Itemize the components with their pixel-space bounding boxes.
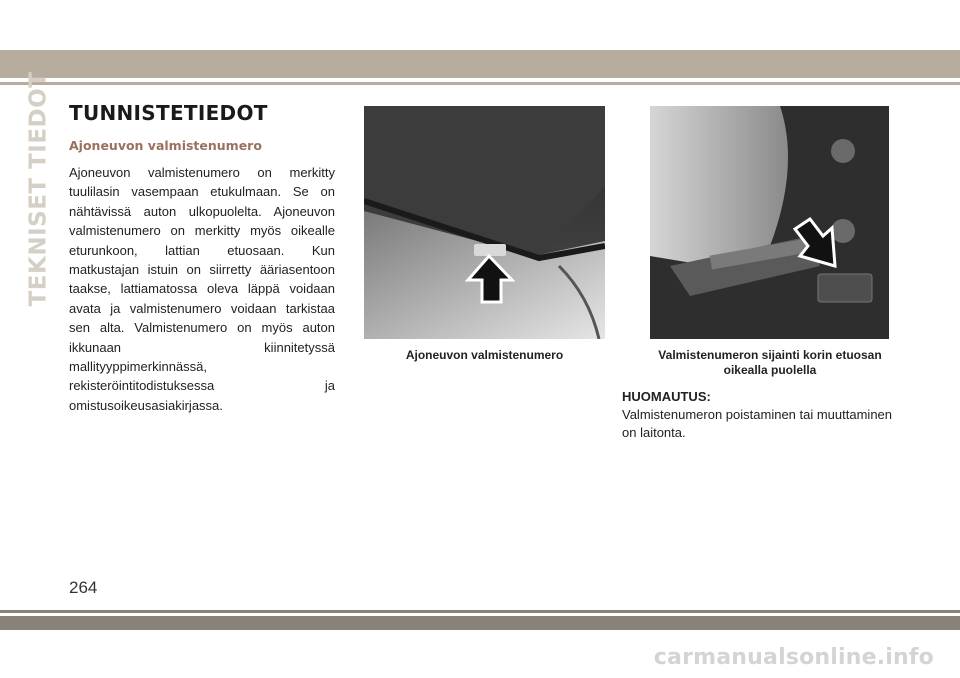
footer-rule: [0, 610, 960, 613]
page-number: 264: [69, 578, 98, 597]
section-title: TUNNISTETIEDOT: [69, 101, 268, 125]
header-rule: [0, 82, 960, 85]
side-section-label: TEKNISET TIEDOT: [25, 71, 52, 307]
footer-band: [0, 616, 960, 630]
header-band: [0, 50, 960, 78]
note-text: Valmistenumeron poistaminen tai muuttaminen on laitonta.: [622, 407, 893, 440]
windshield-vin-photo: [364, 106, 605, 339]
watermark: carmanualsonline.info: [653, 645, 934, 670]
figure-caption: Ajoneuvon valmistenumero: [405, 348, 564, 362]
note-heading: HUOMAUTUS:: [622, 389, 711, 404]
floor-vin-photo: [650, 106, 889, 339]
body-paragraph: Ajoneuvon valmistenumero on merkitty tuulilasin vasempaan etukulmaan. Se on nähtävissä auton ulkopuolelta. Ajoneuvon valmistenumero on merkitty myös oikealle eturunkoon, lattian etuosaan. Kun matkustajan istuin on siirretty ääriasentoon taakse, lattiamatossa oleva läppä voidaan avata ja valmistenumero voidaan tarkistaa sen alta. Valmistenumero on myös auton ikkunaan kiinnitetyssä mallityyppimerkinnässä, rekisteröintitodistuksessa ja omistusoikeusasiakirjassa.: [69, 165, 335, 413]
figure-caption: Valmistenumeron sijainti korin etuosan oikealla puolella: [658, 348, 882, 377]
section-subtitle: Ajoneuvon valmistenumero: [69, 138, 262, 153]
side-section-tab: [24, 71, 52, 307]
